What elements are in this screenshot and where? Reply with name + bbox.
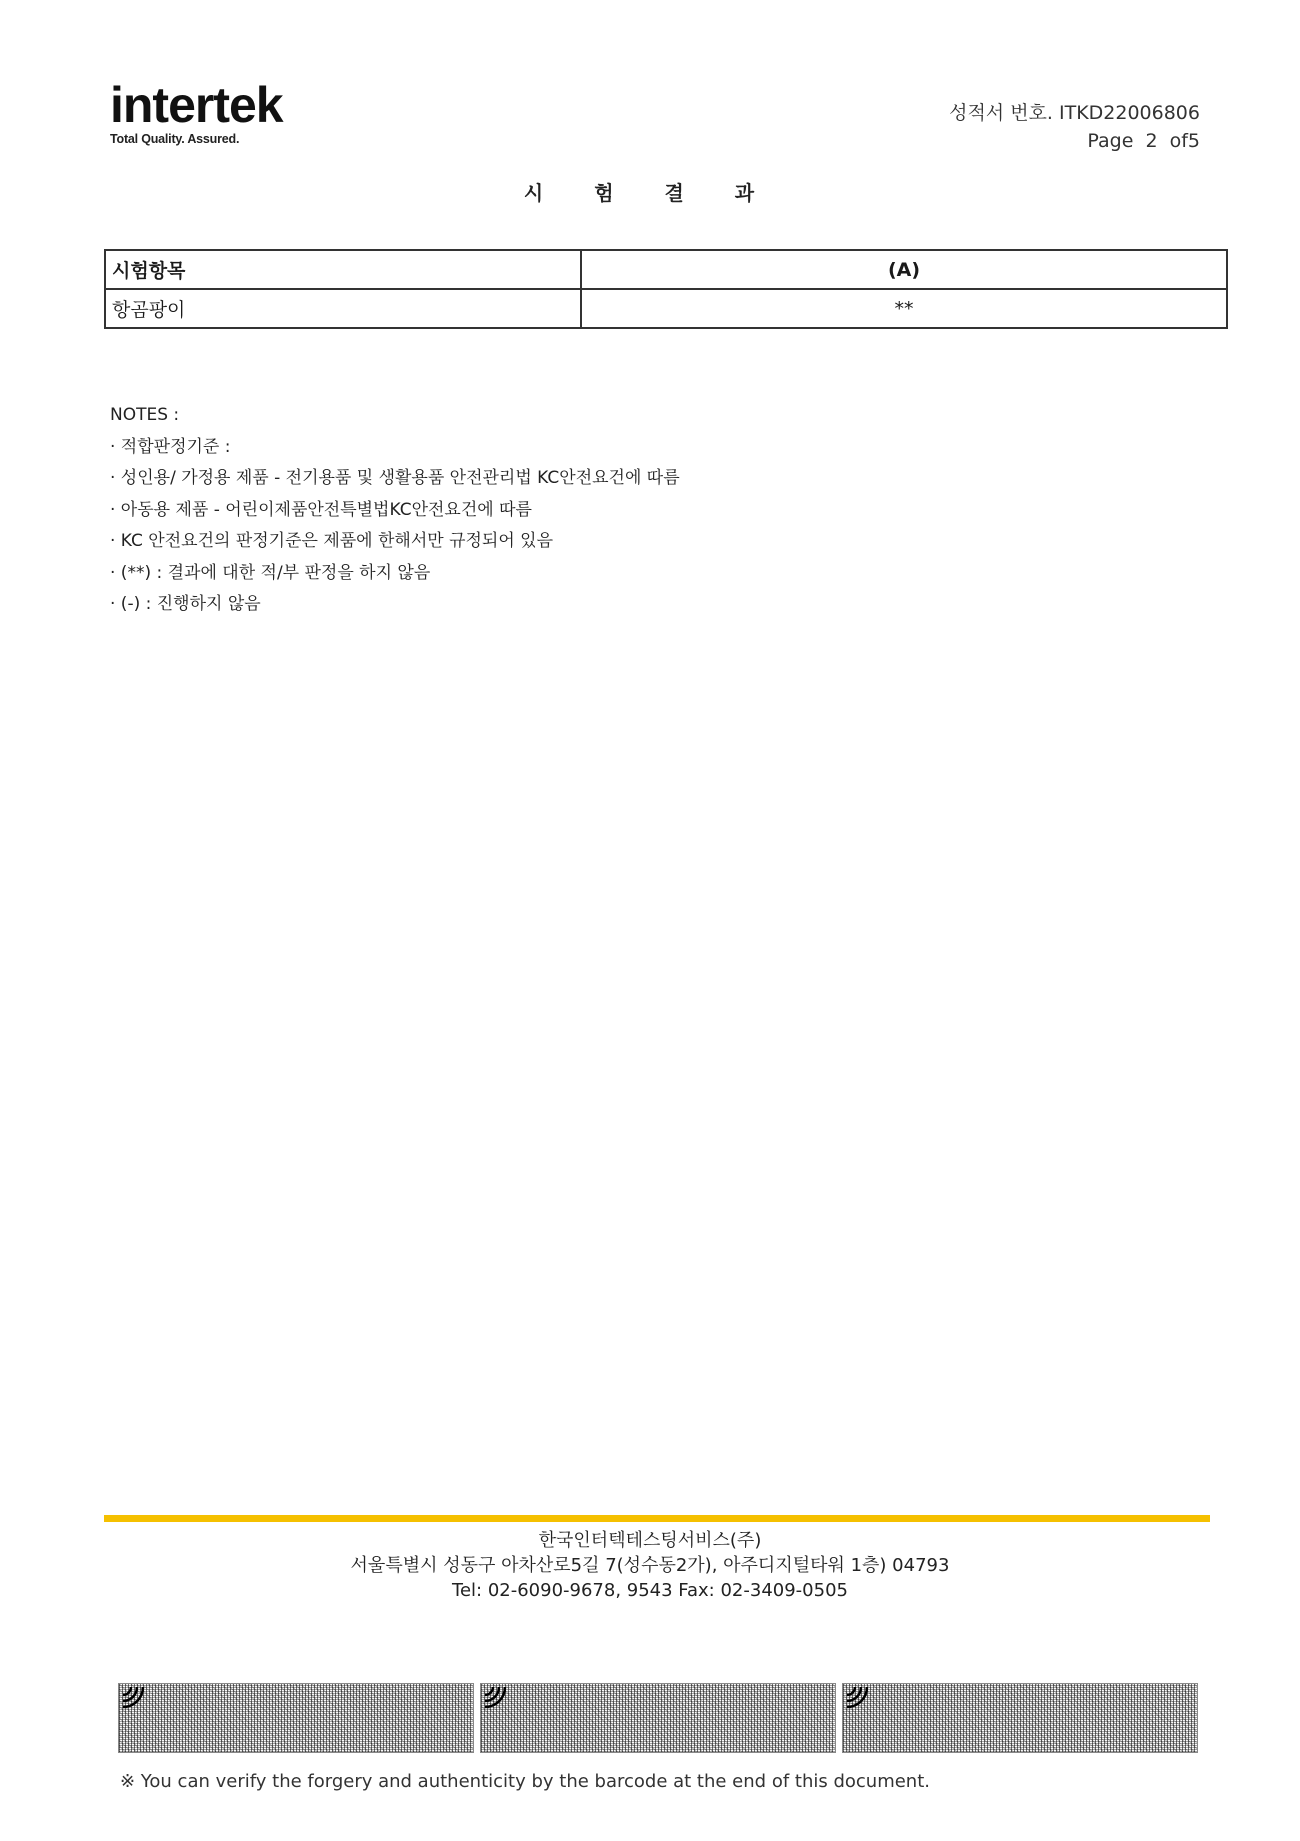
barcode-corner-icon (121, 1685, 145, 1709)
footer-contact: Tel: 02-6090-9678, 9543 Fax: 02-3409-0505 (452, 1580, 848, 1601)
barcode-corner-icon (845, 1685, 869, 1709)
barcode-3 (842, 1683, 1198, 1753)
notes-section (110, 400, 680, 621)
intertek-logo (110, 77, 310, 146)
barcode-corner-icon (483, 1685, 507, 1709)
barcode-2 (480, 1683, 836, 1753)
footer-divider (104, 1515, 1210, 1522)
verification-barcodes (118, 1683, 1198, 1753)
footer (0, 1528, 1300, 1603)
notes-heading: NOTES : (110, 405, 180, 425)
note-line: · 적합판정기준 : (110, 436, 231, 457)
header-test-item: 시험항목 (105, 250, 581, 289)
report-number: 성적서 번호. ITKD22006806 (949, 102, 1200, 124)
barcode-1 (118, 1683, 474, 1753)
note-line: · 아동용 제품 - 어린이제품안전특별법KC안전요건에 따름 (110, 499, 532, 520)
logo-wordmark: intertek (110, 77, 283, 133)
verification-note: ※ You can verify the forgery and authenticity by the barcode at the end of this document. (120, 1771, 930, 1792)
note-line: · (**) : 결과에 대한 적/부 판정을 하지 않음 (110, 562, 431, 583)
table-header-row (105, 250, 1227, 289)
row-result: ** (581, 289, 1227, 328)
logo-tagline: Total Quality. Assured. (110, 132, 240, 146)
table-row (105, 289, 1227, 328)
note-line: · 성인용/ 가정용 제품 - 전기용품 및 생활용품 안전관리법 KC안전요건에 따름 (110, 468, 680, 488)
page-number: Page 2 of5 (1087, 130, 1200, 152)
footer-address: 서울특별시 성동구 아차산로5길 7(성수동2가), 아주디지털타워 1층) 04793 (350, 1555, 950, 1576)
row-test-item: 항곰팡이 (105, 289, 581, 328)
header-sample-a: (A) (581, 250, 1227, 289)
note-line: · (-) : 진행하지 않음 (110, 594, 261, 614)
results-table (104, 249, 1228, 329)
note-line: · KC 안전요건의 판정기준은 제품에 한해서만 규정되어 있음 (110, 531, 554, 551)
document-title: 시 험 결 과 (523, 181, 777, 205)
footer-company: 한국인터텍테스팅서비스(주) (538, 1530, 762, 1551)
